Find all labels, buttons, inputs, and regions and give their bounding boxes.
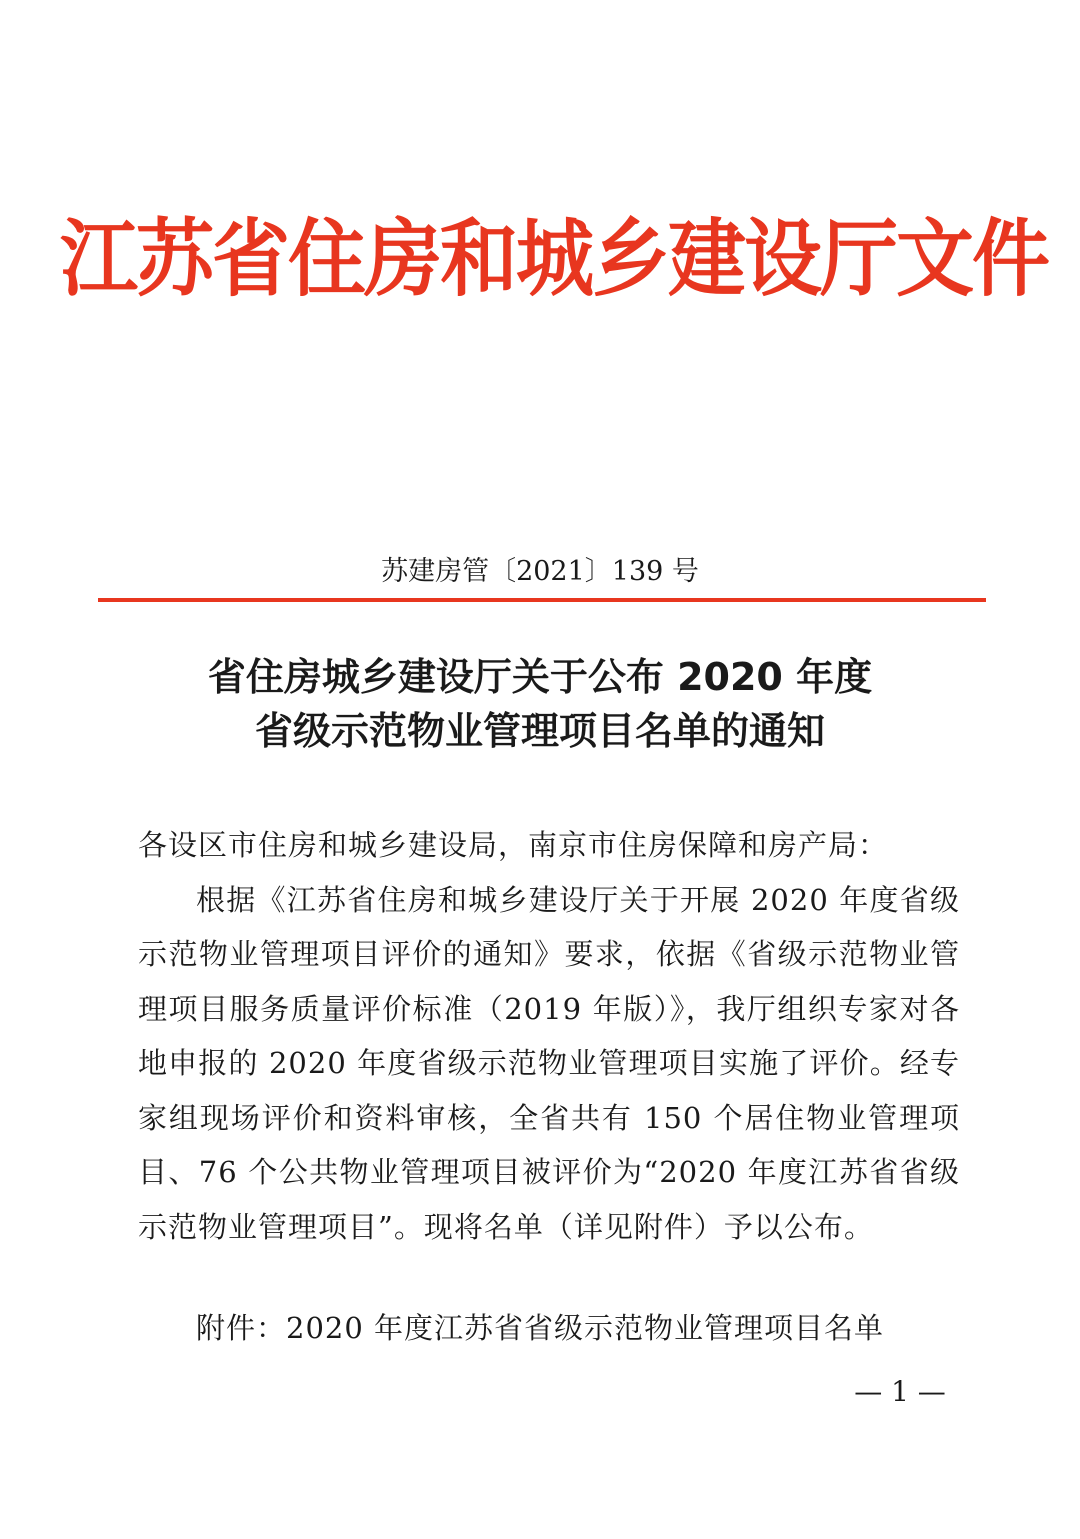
body-paragraph: 根据《江苏省住房和城乡建设厅关于开展 2020 年度省级示范物业管理项目评价的通知》要求，依据《省级示范物业管理项目服务质量评价标准（2019 年版）》，我厅组织专家对各地申报的 2020 年度省级示范物业管理项目实施了评价。经专家组现场评价和资料审核，全省共有 150 个居住物业管理项目、76 个公共物业管理项目被评价为“2020 年度江苏省省级示范物业管理项目”。现将名单（详见附件）予以公布。	[138, 882, 960, 1244]
attachment-line: 附件：2020 年度江苏省省级示范物业管理项目名单	[196, 1311, 885, 1345]
document-number: 苏建房管〔2021〕139 号	[381, 556, 699, 587]
title-line-2: 省级示范物业管理项目名单的通知	[254, 709, 825, 753]
document-title	[0, 650, 1080, 758]
document-body	[138, 818, 960, 1254]
salutation: 各设区市住房和城乡建设局，南京市住房保障和房产局：	[138, 828, 889, 862]
red-divider-line	[98, 598, 986, 602]
title-line-1: 省住房城乡建设厅关于公布 2020 年度	[207, 655, 873, 699]
page-number: — 1 —	[854, 1375, 946, 1408]
issuer-banner: 江苏省住房和城乡建设厅文件	[60, 211, 1049, 309]
